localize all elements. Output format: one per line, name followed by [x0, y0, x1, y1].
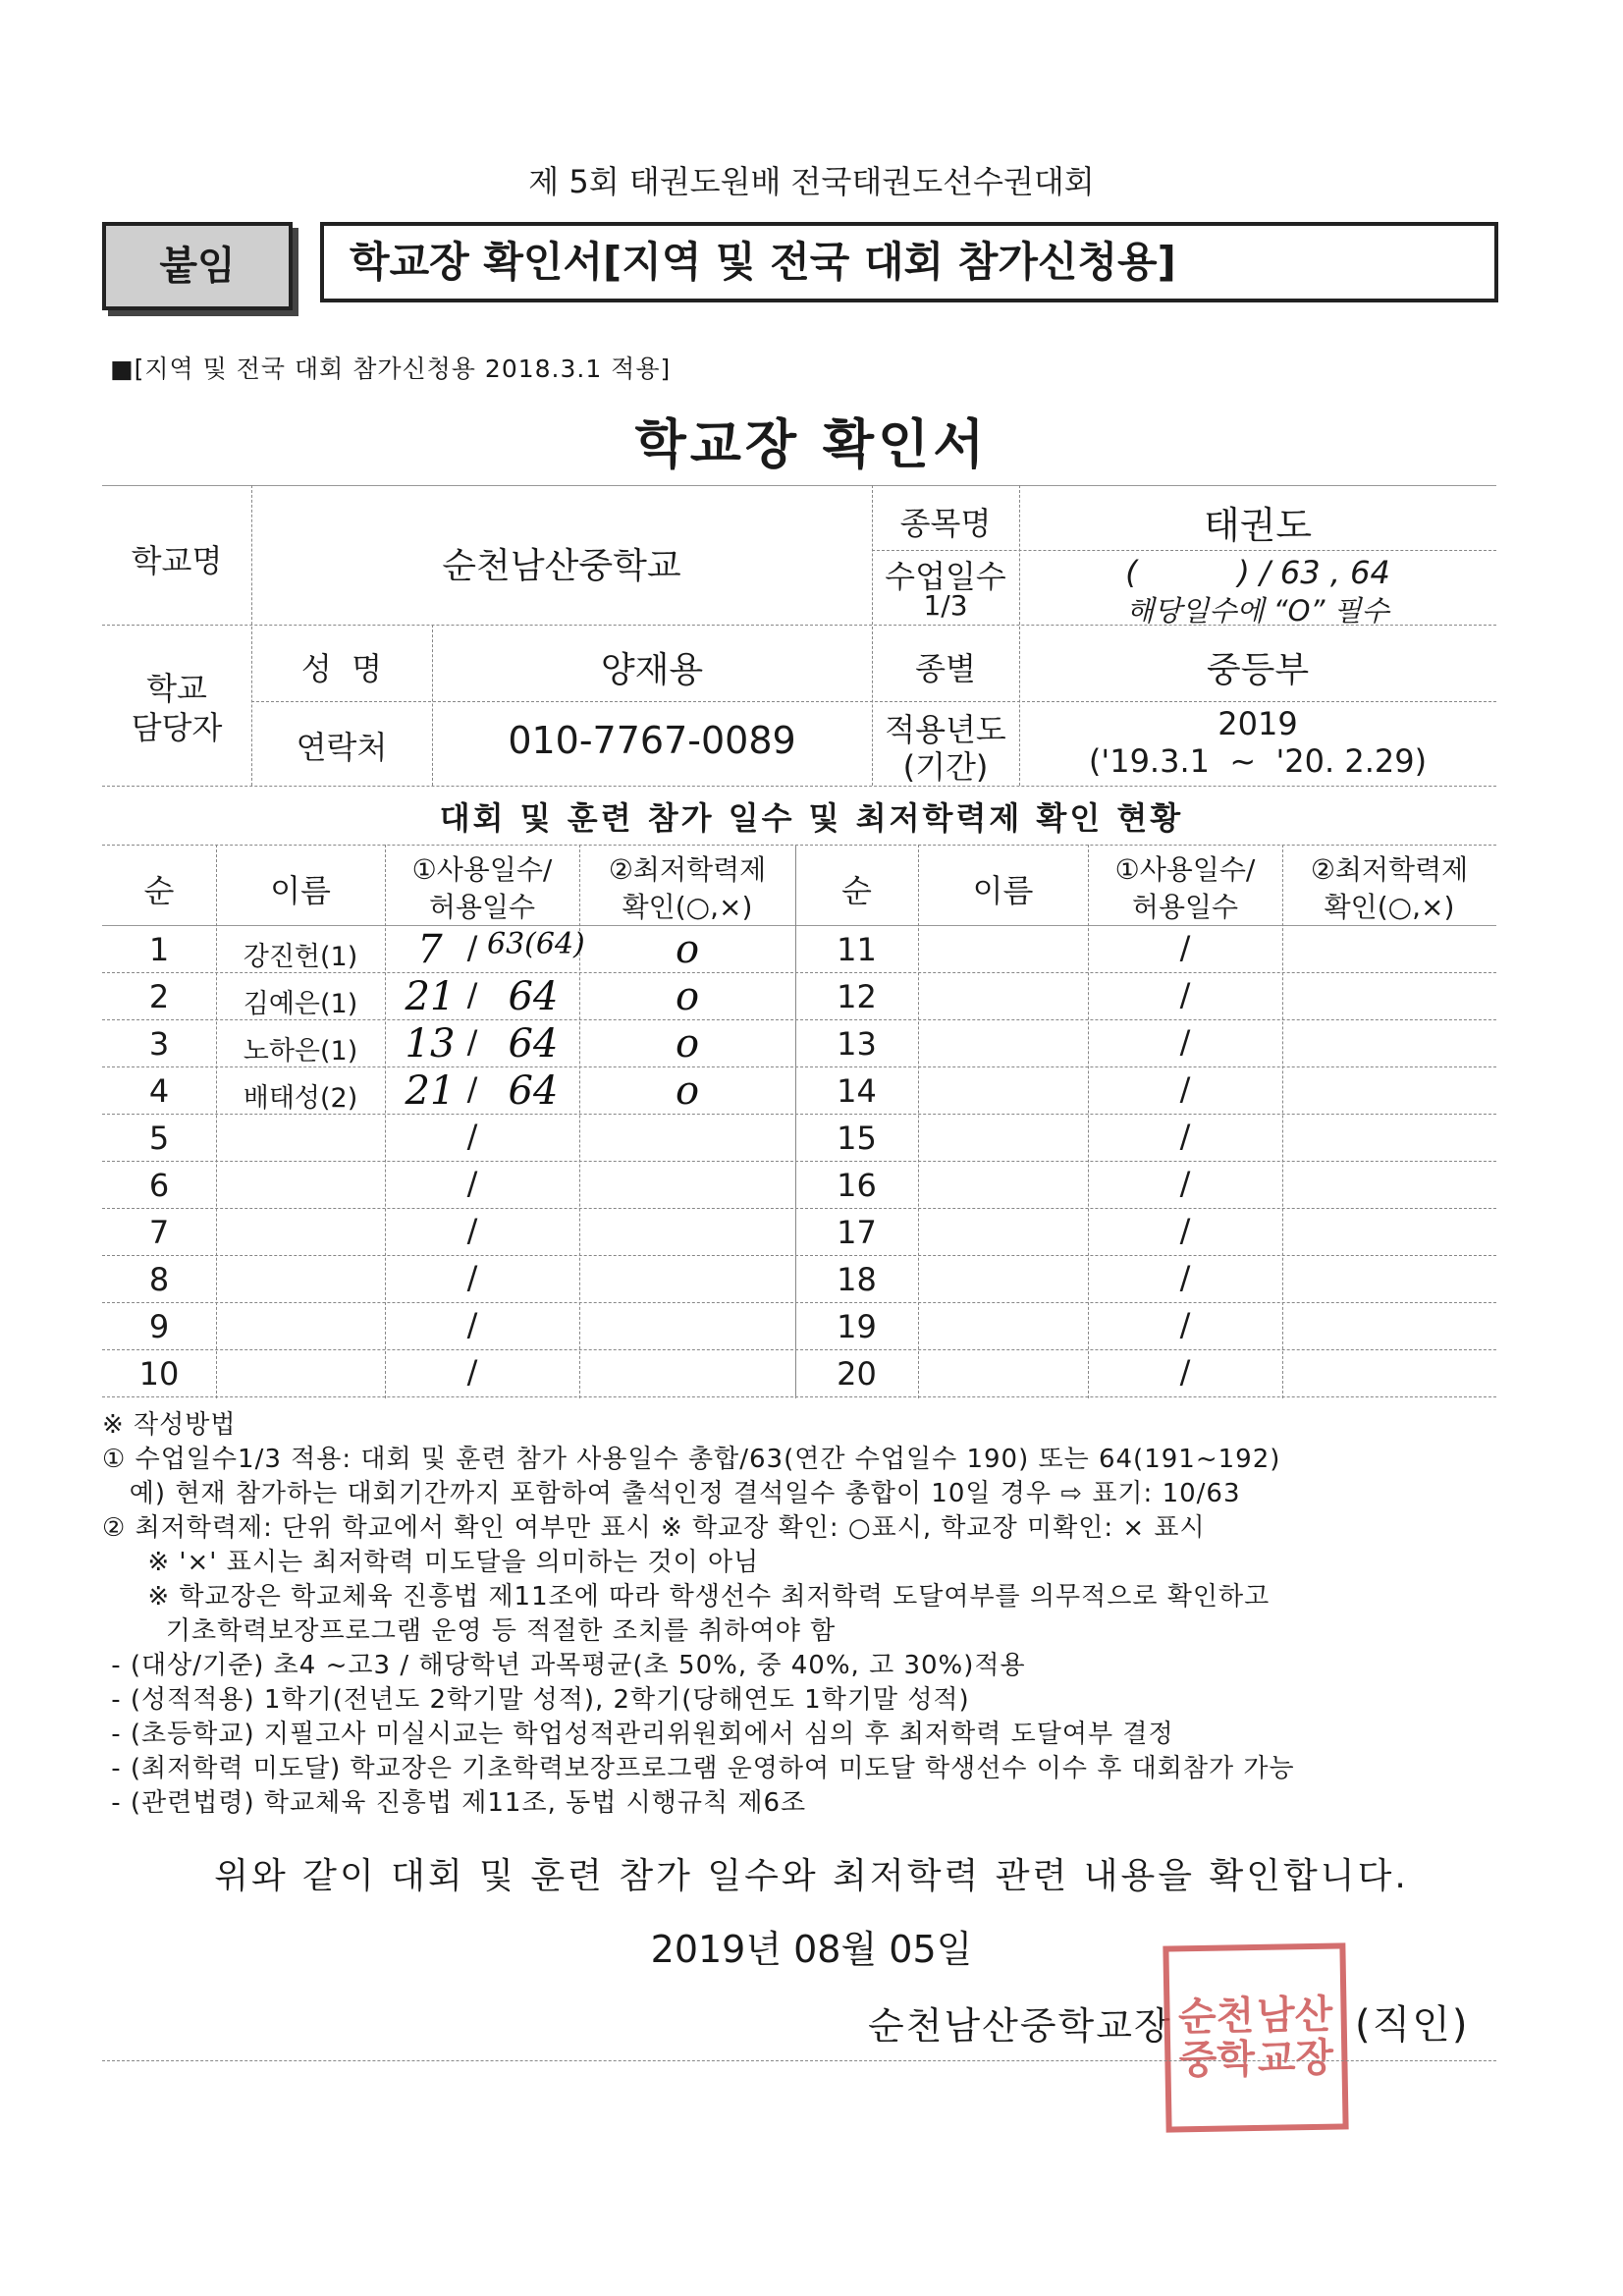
seal-char: 순천 [1177, 1994, 1255, 2041]
days-separator: / [1179, 976, 1191, 1013]
grade-check: o [675, 974, 700, 1019]
seal-label: (직인) [1355, 2002, 1470, 2048]
row-number: 6 [148, 1167, 170, 1204]
header-check-left-2: 확인(○,×) [622, 891, 753, 923]
manager-label-1: 학교 [146, 670, 207, 707]
days-separator: / [466, 1070, 478, 1108]
contest-title: 제 5회 태권도원배 전국태권도선수권대회 [528, 163, 1095, 200]
row-number: 12 [837, 978, 877, 1015]
guide-line: - (초등학교) 지필고사 미실시교는 학업성적관리위원회에서 심의 후 최저학력 도달여부 결정 [102, 1720, 1174, 1749]
allowed-days: 64 [508, 1068, 559, 1114]
days-separator: / [1179, 1118, 1191, 1155]
header-name-right: 이름 [972, 872, 1034, 909]
guide-line: 예) 현재 참가하는 대회기간까지 포함하여 출석인정 결석일수 총합이 10일 경우 ⇨ 표기: 10/63 [102, 1479, 1241, 1508]
days-separator: / [1179, 1165, 1191, 1202]
days-separator: / [1179, 1353, 1191, 1391]
grade-check: o [675, 927, 700, 972]
days-separator: / [466, 1165, 478, 1202]
used-days: 7 [417, 927, 443, 972]
year-label-2: (기간) [902, 748, 989, 786]
name-label: 성 명 [300, 650, 383, 687]
days-separator: / [466, 1118, 478, 1155]
row-number: 18 [837, 1261, 877, 1298]
used-days: 21 [405, 1068, 456, 1114]
days-separator: / [466, 1212, 478, 1249]
confirm-statement: 위와 같이 대회 및 훈련 참가 일수와 최저학력 관련 내용을 확인합니다. [214, 1856, 1409, 1896]
header-check-left-1: ②최저학력제 [608, 853, 767, 886]
contact-value: 010-7767-0089 [508, 719, 796, 762]
grade-check: o [675, 1021, 700, 1066]
guide-line: ② 최저학력제: 단위 학교에서 확인 여부만 표시 ※ 학교장 확인: ○표시, 학교장 미확인: × 표시 [102, 1513, 1206, 1543]
allowed-days: 64 [508, 974, 559, 1019]
days-separator: / [1179, 1212, 1191, 1249]
days-separator: / [466, 976, 478, 1013]
row-number: 9 [148, 1308, 170, 1345]
class-label: 종별 [915, 650, 976, 687]
guide-line: ※ '×' 표시는 최저학력 미도달을 의미하는 것이 아님 [102, 1548, 760, 1577]
row-number: 8 [148, 1261, 170, 1298]
days-separator: / [1179, 929, 1191, 966]
seal-char: 남산 [1256, 1992, 1333, 2039]
year-label-1: 적용년도 [885, 711, 1006, 748]
days-separator: / [1179, 1259, 1191, 1296]
seal-char: 교장 [1257, 2035, 1334, 2082]
days-note: 해당일수에 “O” 필수 [1126, 594, 1389, 628]
section-title: 대회 및 훈련 참가 일수 및 최저학력제 확인 현황 [439, 799, 1184, 837]
manager-label-2: 담당자 [131, 709, 223, 746]
grade-check: o [675, 1068, 700, 1114]
guide-line: ① 수업일수1/3 적용: 대회 및 훈련 참가 사용일수 총합/63(연간 수업일수 190) 또는 64(191~192) [102, 1445, 1281, 1474]
allowed-days: 63(64) [487, 927, 585, 961]
school-label: 학교명 [131, 542, 223, 579]
attachment-tag: 붙임 [102, 222, 293, 310]
days-label-2: 1/3 [923, 589, 968, 622]
guide-line: - (성적적용) 1학기(전년도 2학기말 성적), 2학기(당해연도 1학기말 성적) [102, 1685, 970, 1715]
row-number: 13 [837, 1025, 877, 1063]
row-number: 5 [148, 1120, 170, 1157]
athlete-name: 배태성(2) [243, 1083, 358, 1114]
header-days-left-1: ①사용일수/ [411, 853, 553, 886]
row-number: 3 [148, 1025, 170, 1063]
row-number: 1 [148, 931, 170, 968]
principal-name: 순천남산중학교장 [868, 2004, 1172, 2048]
application-note: ■[지역 및 전국 대회 참가신청용 2018.3.1 적용] [110, 355, 672, 383]
row-number: 15 [837, 1120, 877, 1157]
days-separator: / [1179, 1023, 1191, 1061]
used-days: 21 [405, 974, 456, 1019]
days-separator: / [466, 1306, 478, 1343]
days-label-1: 수업일수 [885, 558, 1006, 595]
header-days-left-2: 허용일수 [428, 891, 536, 923]
header-check-right-2: 확인(○,×) [1324, 891, 1455, 923]
days-separator: / [1179, 1070, 1191, 1108]
row-number: 19 [837, 1308, 877, 1345]
sport-value: 태권도 [1203, 504, 1313, 547]
year-value-1: 2019 [1217, 705, 1298, 742]
official-seal [1163, 1942, 1348, 2132]
row-number: 7 [148, 1214, 170, 1251]
seal-char: 중학 [1178, 2037, 1256, 2084]
document-title: 학교장 확인서[지역 및 전국 대회 참가신청용] [320, 222, 1498, 302]
row-number: 14 [837, 1072, 877, 1110]
guide-line: 기초학력보장프로그램 운영 등 적절한 조치를 취하여야 함 [102, 1616, 837, 1646]
guide-line: ※ 작성방법 [102, 1410, 237, 1440]
header-check-right-1: ②최저학력제 [1310, 853, 1469, 886]
name-value: 양재용 [600, 650, 704, 690]
header-no-right: 순 [841, 872, 872, 909]
year-value-2: ('19.3.1 ~ '20. 2.29) [1088, 742, 1428, 780]
guide-line: - (관련법령) 학교체육 진흥법 제11조, 동법 시행규칙 제6조 [102, 1788, 807, 1818]
athlete-name: 김예은(1) [243, 989, 358, 1019]
days-separator: / [1179, 1306, 1191, 1343]
certificate-title: 학교장 확인서 [634, 413, 989, 475]
allowed-days: 64 [508, 1021, 559, 1066]
row-number: 2 [148, 978, 170, 1015]
athlete-name: 노하은(1) [243, 1036, 358, 1066]
school-value: 순천남산중학교 [442, 546, 681, 586]
row-number: 10 [138, 1355, 180, 1393]
sport-label: 종목명 [899, 505, 992, 542]
confirm-date: 2019년 08월 05일 [650, 1928, 973, 1971]
row-number: 20 [837, 1355, 877, 1393]
class-value: 중등부 [1206, 650, 1310, 690]
guide-line: - (최저학력 미도달) 학교장은 기초학력보장프로그램 운영하여 미도달 학생선수 이수 후 대회참가 가능 [102, 1754, 1295, 1783]
days-separator: / [466, 929, 478, 966]
athlete-name: 강진헌(1) [243, 942, 358, 972]
days-separator: / [466, 1353, 478, 1391]
header-name-left: 이름 [270, 872, 331, 909]
row-number: 4 [148, 1072, 170, 1110]
contact-label: 연락처 [296, 729, 388, 766]
days-value: ( ) / 63 , 64 [1125, 554, 1390, 591]
days-separator: / [466, 1023, 478, 1061]
days-separator: / [466, 1259, 478, 1296]
header-no-left: 순 [143, 872, 175, 909]
header-days-right-1: ①사용일수/ [1114, 853, 1256, 886]
guide-line: - (대상/기준) 초4 ~고3 / 해당학년 과목평균(초 50%, 중 40%, 고 30%)적용 [102, 1651, 1026, 1680]
guide-line: ※ 학교장은 학교체육 진흥법 제11조에 따라 학생선수 최저학력 도달여부를 의무적으로 확인하고 [102, 1582, 1271, 1612]
row-number: 16 [837, 1167, 877, 1204]
row-number: 17 [837, 1214, 877, 1251]
used-days: 13 [405, 1021, 456, 1066]
row-number: 11 [837, 931, 877, 968]
header-days-right-2: 허용일수 [1131, 891, 1239, 923]
